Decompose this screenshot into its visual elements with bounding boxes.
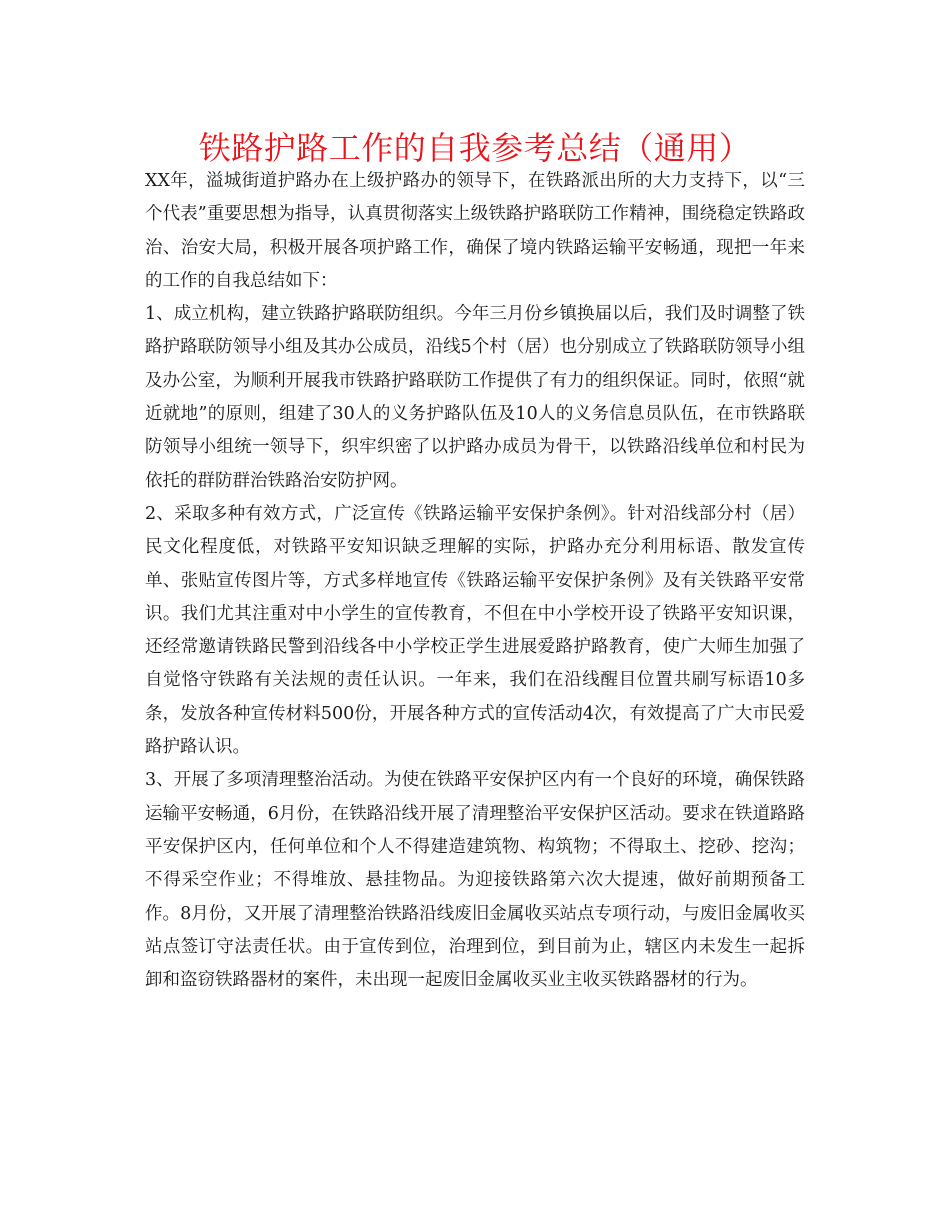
section-3-paragraph: 3、开展了多项清理整治活动。为使在铁路平安保护区内有一个良好的环境，确保铁路运输平安畅通，6月份，在铁路沿线开展了清理整治平安保护区活动。要求在铁道路路平安保护区内，任何单位和个人不得建造建筑物、构筑物；不得取土、挖砂、挖沟；不得采空作业；不得堆放、悬挂物品。为迎接铁路第六次大提速，做好前期预备工作。8月份，又开展了清理整治铁路沿线废旧金属收买站点专项行动，与废旧金属收买站点签订守法责任状。由于宣传到位，治理到位，到目前为止，辖区内未发生一起拆卸和盗窃铁路器材的案件，未出现一起废旧金属收买业主收买铁路器材的行为。 bbox=[145, 770, 805, 991]
document-body bbox=[145, 165, 805, 997]
document-title: 铁路护路工作的自我参考总结（通用） bbox=[198, 129, 752, 167]
intro-paragraph: XX年，溢城街道护路办在上级护路办的领导下，在铁路派出所的大力支持下，以“三个代表”重要思想为指导，认真贯彻落实上级铁路护路联防工作精神，围绕稳定铁路政治、治安大局，积极开展各项护路工作，确保了境内铁路运输平安畅通，现把一年来的工作的自我总结如下： bbox=[145, 171, 805, 291]
section-2-paragraph: 2、采取多种有效方式，广泛宣传《铁路运输平安保护条例》。针对沿线部分村（居）民文化程度低，对铁路平安知识缺乏理解的实际，护路办充分利用标语、散发宣传单、张贴宣传图片等，方式多样地宣传《铁路运输平安保护条例》及有关铁路平安常识。我们尤其注重对中小学生的宣传教育，不但在中小学校开设了铁路平安知识课，还经常邀请铁路民警到沿线各中小学校正学生进展爱路护路教育，使广大师生加强了自觉恪守铁路有关法规的责任认识。一年来，我们在沿线醒目位置共刷写标语10多条，发放各种宣传材料500份，开展各种方式的宣传活动4次，有效提高了广大市民爱路护路认识。 bbox=[145, 503, 805, 758]
section-1-paragraph: 1、成立机构，建立铁路护路联防组织。今年三月份乡镇换届以后，我们及时调整了铁路护路联防领导小组及其办公成员，沿线5个村（居）也分别成立了铁路联防领导小组及办公室，为顺利开展我市铁路护路联防工作提供了有力的组织保证。同时，依照“就近就地”的原则，组建了30人的义务护路队伍及10人的义务信息员队伍，在市铁路联防领导小组统一领导下，织牢织密了以护路办成员为骨干，以铁路沿线单位和村民为依托的群防群治铁路治安防护网。 bbox=[145, 304, 805, 491]
